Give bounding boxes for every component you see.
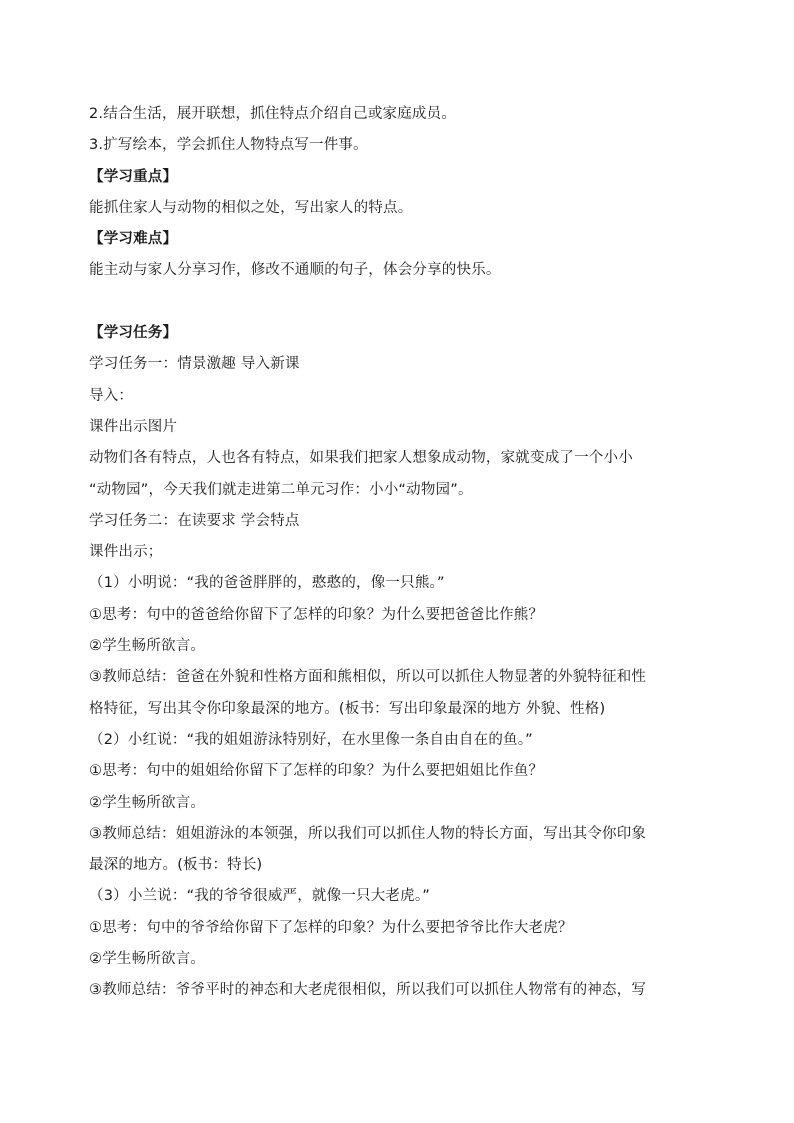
text-line: 学习任务一：情景激趣 导入新课: [89, 356, 300, 373]
text-line: ②学生畅所欲言。: [89, 794, 206, 811]
text-line: 3.扩写绘本，学会抓住人物特点写一件事。: [89, 137, 368, 154]
document-body: [89, 99, 707, 1007]
text-line: 能主动与家人分享习作，修改不通顺的句子，体会分享的快乐。: [89, 262, 501, 279]
text-line: 能抓住家人与动物的相似之处，写出家人的特点。: [89, 199, 413, 216]
text-line: 课件出示；: [89, 544, 163, 561]
text-line: 2.结合生活，展开联想，抓住特点介绍自己或家庭成员。: [89, 106, 457, 122]
text-line: 课件出示图片: [89, 418, 178, 435]
text-line: 动物们各有特点，人也各有特点，如果我们把家人想象成动物，家就变成了一个小小: [89, 450, 633, 467]
text-line: ①思考：句中的爸爸给你留下了怎样的印象？为什么要把爸爸比作熊？: [89, 606, 544, 623]
text-line: 导入：: [89, 387, 134, 404]
text-line: （1）小明说：“我的爸爸胖胖的，憨憨的，像一只熊。”: [89, 575, 445, 592]
text-line: ②学生畅所欲言。: [89, 638, 206, 655]
text-line: ③教师总结：爷爷平时的神态和大老虎很相似，所以我们可以抓住人物常有的神态，写: [89, 982, 647, 999]
blank-line: [89, 287, 707, 318]
text-line: ③教师总结：爸爸在外貌和性格方面和熊相似，所以可以抓住人物显著的外貌特征和性: [89, 669, 647, 686]
text-line: （3）小兰说：“我的爷爷很威严，就像一只大老虎。”: [89, 888, 430, 905]
text-line: （2）小红说：“我的姐姐游泳特别好，在水里像一条自由自在的鱼。”: [89, 731, 533, 748]
section-heading: 【学习任务】: [89, 325, 178, 342]
text-line: “动物园”，今天我们就走进第二单元习作：小小“动物园”。: [89, 481, 473, 498]
text-line: ①思考：句中的姐姐给你留下了怎样的印象？为什么要把姐姐比作鱼？: [89, 763, 544, 780]
text-line: 学习任务二：在读要求 学会特点: [89, 512, 300, 529]
text-line: 最深的地方。(板书：特长): [89, 857, 263, 874]
text-line: ①思考：句中的爷爷给你留下了怎样的印象？为什么要把爷爷比作大老虎？: [89, 919, 573, 936]
section-heading: 【学习难点】: [89, 231, 178, 248]
section-heading: 【学习重点】: [89, 168, 178, 185]
text-line: 格特征，写出其令你印象最深的地方。(板书：写出印象最深的地方 外貌、性格): [89, 700, 606, 717]
text-line: ②学生畅所欲言。: [89, 951, 206, 968]
text-line: ③教师总结：姐姐游泳的本领强，所以我们可以抓住人物的特长方面，写出其令你印象: [89, 825, 647, 842]
